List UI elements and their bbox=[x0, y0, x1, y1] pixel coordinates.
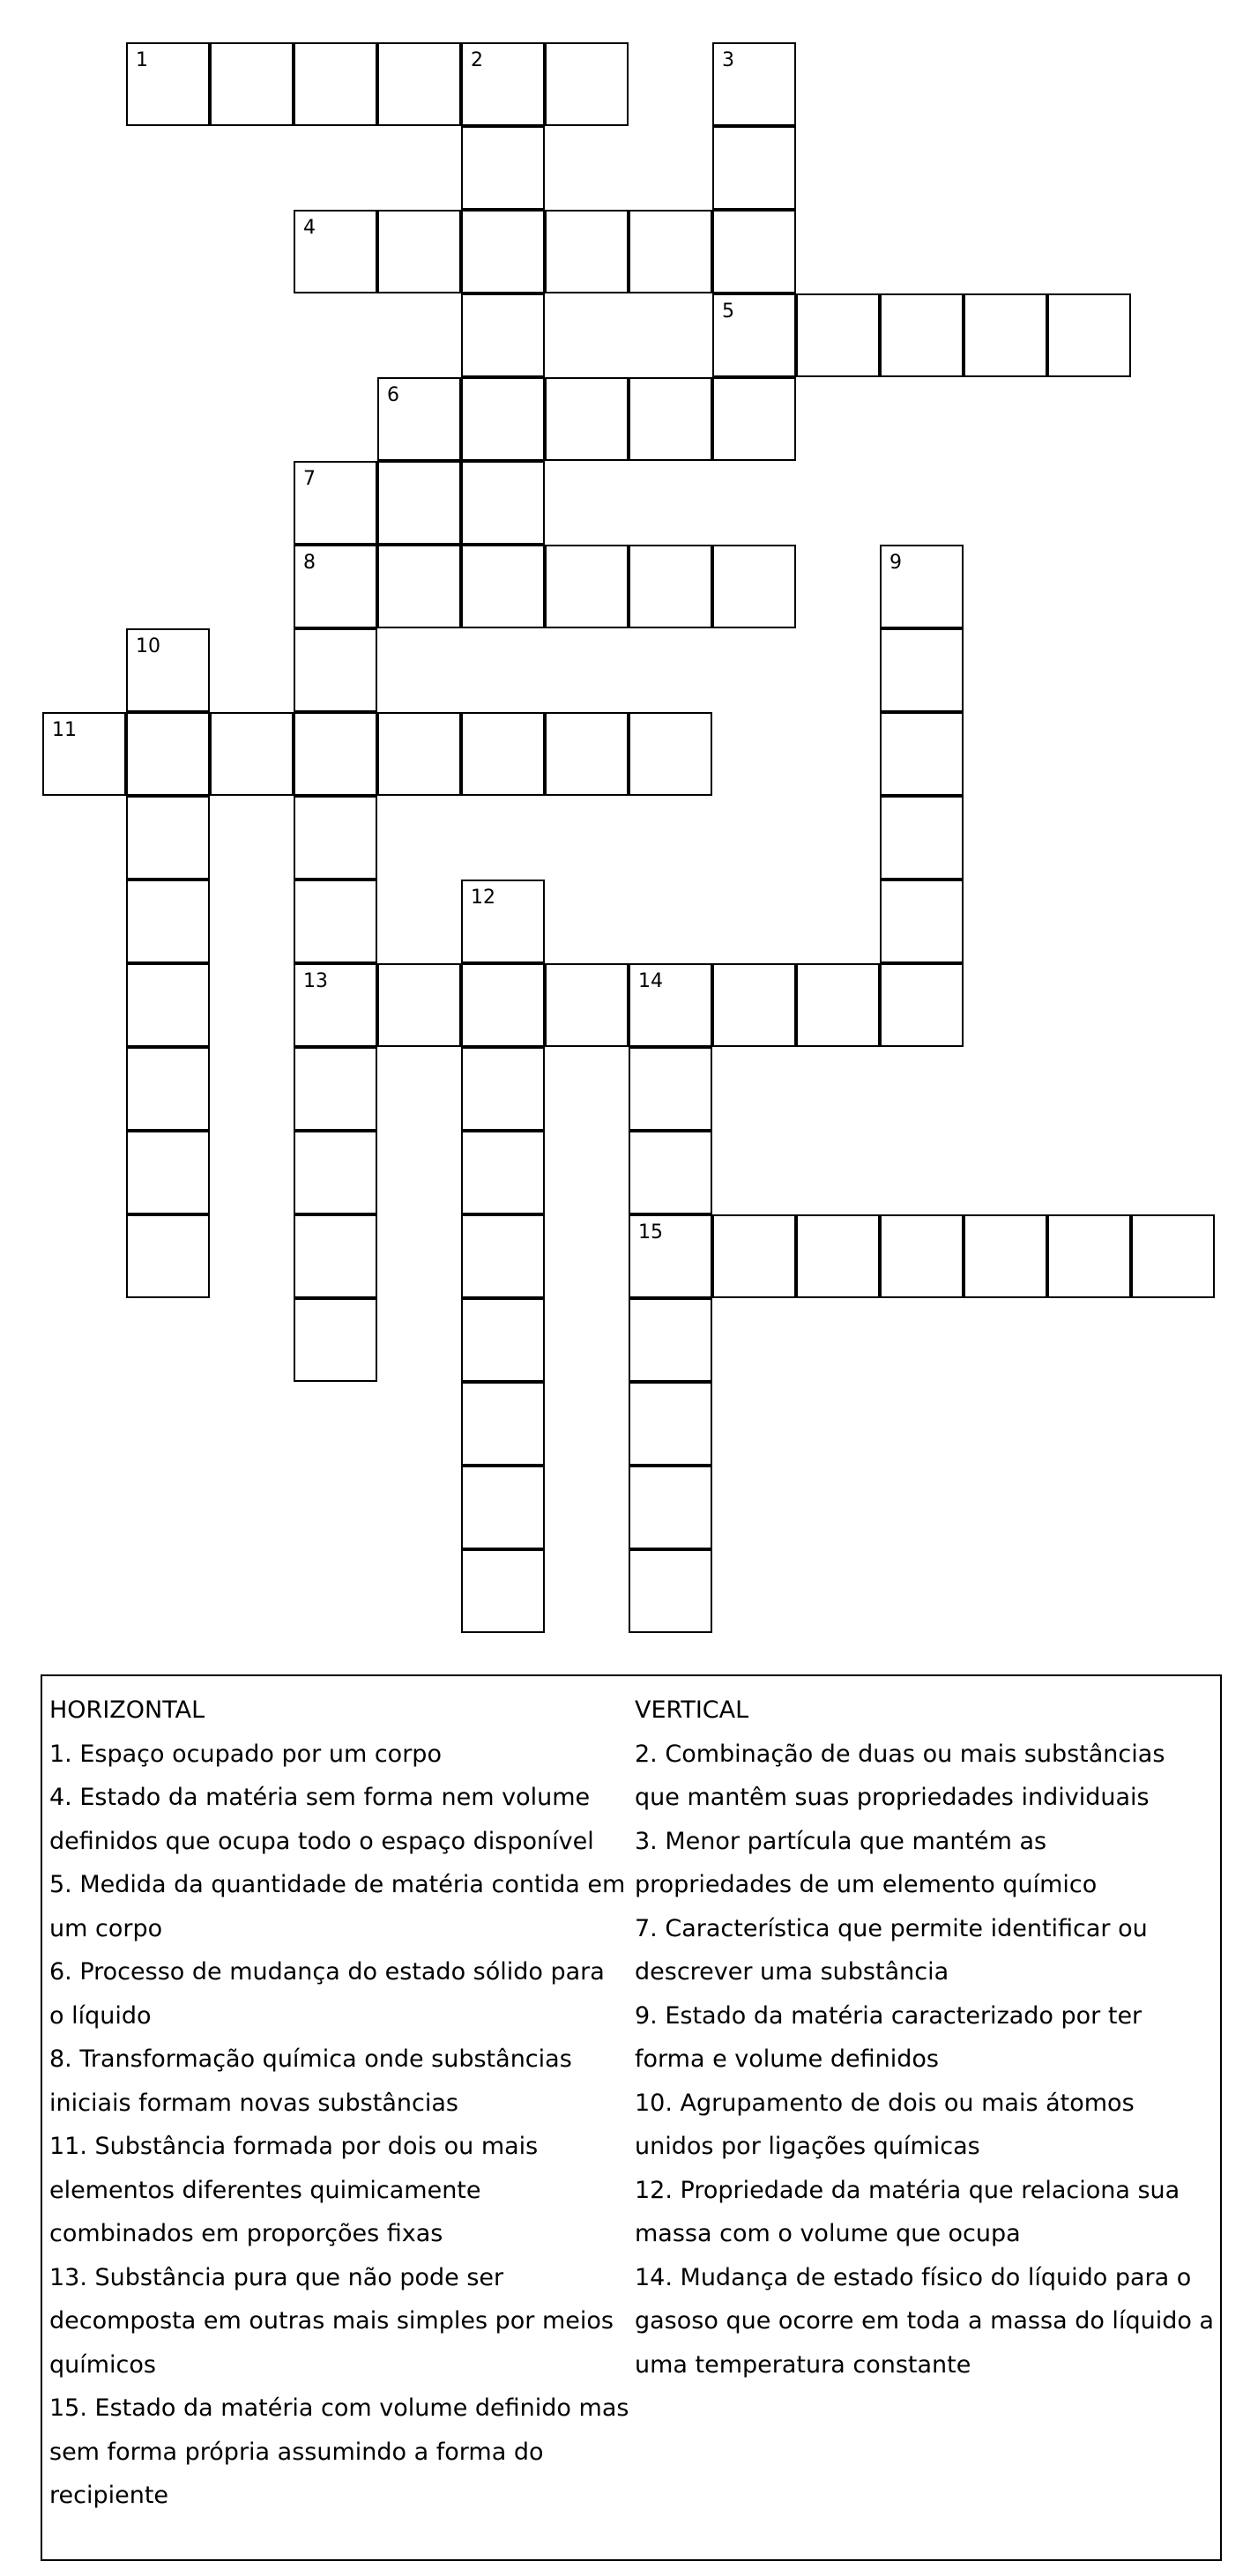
crossword-cell[interactable] bbox=[545, 712, 629, 796]
crossword-cell[interactable] bbox=[210, 712, 294, 796]
crossword-cell[interactable] bbox=[126, 42, 210, 126]
crossword-cell[interactable] bbox=[712, 293, 796, 377]
clue-line: elementos diferentes quimicamente bbox=[49, 2176, 481, 2204]
clue-line: 8. Transformação química onde substâncias bbox=[49, 2045, 572, 2073]
crossword-cell[interactable] bbox=[461, 1298, 545, 1382]
clue-line: propriedades de um elemento químico bbox=[635, 1871, 1098, 1898]
clue-number: 1 bbox=[136, 49, 148, 71]
clue-line: sem forma própria assumindo a forma do bbox=[49, 2438, 544, 2466]
clue-number: 4 bbox=[303, 217, 316, 239]
clue-line: 13. Substância pura que não pode ser bbox=[49, 2263, 504, 2291]
clue-number: 7 bbox=[303, 468, 316, 490]
clue-line: 15. Estado da matéria com volume definido mas bbox=[49, 2394, 629, 2422]
clue-line: 11. Substância formada por dois ou mais bbox=[49, 2133, 539, 2160]
crossword-cell[interactable] bbox=[545, 377, 629, 461]
crossword-cell[interactable] bbox=[461, 461, 545, 545]
clue-number: 15 bbox=[638, 1221, 663, 1243]
crossword-cell[interactable] bbox=[545, 42, 629, 126]
crossword-cell[interactable] bbox=[210, 42, 294, 126]
crossword-cell[interactable] bbox=[461, 1047, 545, 1131]
crossword-cell[interactable] bbox=[294, 42, 377, 126]
crossword-cell[interactable] bbox=[629, 1382, 712, 1466]
crossword-cell[interactable] bbox=[294, 1131, 377, 1214]
crossword-cell[interactable] bbox=[461, 880, 545, 963]
clue-number: 11 bbox=[52, 719, 77, 741]
clue-line: forma e volume definidos bbox=[635, 2045, 939, 2073]
clue-number: 5 bbox=[722, 301, 734, 323]
crossword-cell[interactable] bbox=[796, 963, 880, 1047]
clue-line: 2. Combinação de duas ou mais substâncias bbox=[635, 1740, 1165, 1768]
crossword-cell[interactable] bbox=[880, 796, 964, 880]
crossword-cell[interactable] bbox=[1047, 1214, 1131, 1298]
clue-line: uma temperatura constante bbox=[635, 2350, 971, 2379]
crossword-cell[interactable] bbox=[880, 293, 964, 377]
crossword-cell[interactable] bbox=[377, 712, 461, 796]
crossword-cell[interactable] bbox=[712, 42, 796, 126]
crossword-cell[interactable] bbox=[126, 1131, 210, 1214]
crossword-cell[interactable] bbox=[545, 210, 629, 293]
clue-line: 14. Mudança de estado físico do líquido para o bbox=[635, 2263, 1192, 2291]
clue-line: 7. Característica que permite identificar ou bbox=[635, 1914, 1148, 1942]
crossword-cell[interactable] bbox=[377, 963, 461, 1047]
crossword-cell[interactable] bbox=[629, 1298, 712, 1382]
crossword-cell[interactable] bbox=[294, 461, 377, 545]
crossword-cell[interactable] bbox=[126, 628, 210, 712]
clue-number: 12 bbox=[471, 887, 495, 909]
crossword-cell[interactable] bbox=[880, 545, 964, 628]
crossword-cell[interactable] bbox=[629, 1047, 712, 1131]
clue-line: que mantêm suas propriedades individuais bbox=[635, 1784, 1150, 1811]
crossword-cell[interactable] bbox=[629, 1466, 712, 1549]
crossword-cell[interactable] bbox=[461, 1131, 545, 1214]
clue-line: recipiente bbox=[49, 2482, 169, 2509]
crossword-cell[interactable] bbox=[545, 963, 629, 1047]
crossword-cell[interactable] bbox=[712, 963, 796, 1047]
crossword-cell[interactable] bbox=[377, 210, 461, 293]
crossword-cell[interactable] bbox=[377, 461, 461, 545]
crossword-cell[interactable] bbox=[126, 963, 210, 1047]
crossword-cell[interactable] bbox=[712, 210, 796, 293]
clue-line: químicos bbox=[49, 2350, 156, 2379]
clue-line: decomposta em outras mais simples por meios bbox=[49, 2307, 614, 2335]
crossword-cell[interactable] bbox=[461, 1549, 545, 1633]
crossword-cell[interactable] bbox=[712, 1214, 796, 1298]
crossword-cell[interactable] bbox=[545, 545, 629, 628]
crossword-cell[interactable] bbox=[629, 963, 712, 1047]
crossword-cell[interactable] bbox=[880, 880, 964, 963]
clue-line: 5. Medida da quantidade de matéria contida em bbox=[49, 1871, 626, 1898]
clue-number: 10 bbox=[136, 635, 160, 657]
clue-number: 8 bbox=[303, 552, 316, 574]
clue-heading: HORIZONTAL bbox=[49, 1696, 205, 1724]
crossword-cell[interactable] bbox=[629, 210, 712, 293]
crossword-cell[interactable] bbox=[880, 963, 964, 1047]
clue-number: 13 bbox=[303, 970, 328, 992]
horizontal-clues bbox=[49, 1689, 631, 2518]
crossword-cell[interactable] bbox=[629, 1549, 712, 1633]
clue-line: 3. Menor partícula que mantém as bbox=[635, 1827, 1047, 1855]
clue-number: 2 bbox=[471, 49, 483, 71]
crossword-cell[interactable] bbox=[126, 880, 210, 963]
crossword-cell[interactable] bbox=[294, 1298, 377, 1382]
clue-number: 6 bbox=[387, 384, 399, 406]
crossword-cell[interactable] bbox=[294, 796, 377, 880]
crossword-cell[interactable] bbox=[1131, 1214, 1215, 1298]
crossword-cell[interactable] bbox=[126, 796, 210, 880]
clue-number: 14 bbox=[638, 970, 663, 992]
crossword-cell[interactable] bbox=[796, 293, 880, 377]
crossword-cell[interactable] bbox=[629, 1214, 712, 1298]
crossword-cell[interactable] bbox=[629, 712, 712, 796]
clue-line: combinados em proporções fixas bbox=[49, 2220, 443, 2247]
crossword-cell[interactable] bbox=[461, 1382, 545, 1466]
clue-line: definidos que ocupa todo o espaço disponível bbox=[49, 1827, 594, 1855]
clue-line: descrever uma substância bbox=[635, 1958, 949, 1986]
crossword-cell[interactable] bbox=[294, 1047, 377, 1131]
crossword-cell[interactable] bbox=[712, 126, 796, 210]
crossword-cell[interactable] bbox=[880, 712, 964, 796]
crossword-cell[interactable] bbox=[461, 1466, 545, 1549]
crossword-cell[interactable] bbox=[461, 712, 545, 796]
crossword-cell[interactable] bbox=[377, 42, 461, 126]
crossword-cell[interactable] bbox=[461, 545, 545, 628]
crossword-cell[interactable] bbox=[964, 1214, 1047, 1298]
crossword-cell[interactable] bbox=[629, 377, 712, 461]
crossword-cell[interactable] bbox=[461, 293, 545, 377]
vertical-clues bbox=[635, 1689, 1217, 2387]
clue-line: unidos por ligações químicas bbox=[635, 2133, 980, 2160]
clue-line: massa com o volume que ocupa bbox=[635, 2220, 1021, 2247]
clue-line: 10. Agrupamento de dois ou mais átomos bbox=[635, 2089, 1135, 2117]
crossword-cell[interactable] bbox=[712, 377, 796, 461]
clue-heading: VERTICAL bbox=[635, 1696, 749, 1724]
clue-number: 3 bbox=[722, 49, 734, 71]
clue-line: um corpo bbox=[49, 1914, 163, 1942]
crossword-cell[interactable] bbox=[377, 545, 461, 628]
crossword-cell[interactable] bbox=[796, 1214, 880, 1298]
crossword-cell[interactable] bbox=[294, 628, 377, 712]
crossword-cell[interactable] bbox=[712, 545, 796, 628]
crossword-cell[interactable] bbox=[294, 880, 377, 963]
crossword-cell[interactable] bbox=[1047, 293, 1131, 377]
clues-box bbox=[41, 1674, 1222, 2561]
crossword-cell[interactable] bbox=[294, 1214, 377, 1298]
clue-line: 1. Espaço ocupado por um corpo bbox=[49, 1740, 442, 1768]
clue-line: 4. Estado da matéria sem forma nem volume bbox=[49, 1784, 591, 1811]
crossword-cell[interactable] bbox=[294, 210, 377, 293]
crossword-cell[interactable] bbox=[461, 963, 545, 1047]
clue-line: 6. Processo de mudança do estado sólido para bbox=[49, 1958, 605, 1986]
crossword-cell[interactable] bbox=[964, 293, 1047, 377]
crossword-cell[interactable] bbox=[461, 1214, 545, 1298]
crossword-cell[interactable] bbox=[461, 377, 545, 461]
crossword-cell[interactable] bbox=[377, 377, 461, 461]
clue-line: gasoso que ocorre em toda a massa do líquido a bbox=[635, 2307, 1214, 2335]
crossword-cell[interactable] bbox=[126, 1047, 210, 1131]
clue-line: 12. Propriedade da matéria que relaciona sua bbox=[635, 2176, 1180, 2204]
crossword-cell[interactable] bbox=[880, 1214, 964, 1298]
crossword-cell[interactable] bbox=[461, 42, 545, 126]
crossword-cell[interactable] bbox=[126, 1214, 210, 1298]
crossword-cell[interactable] bbox=[629, 545, 712, 628]
clue-number: 9 bbox=[889, 552, 902, 574]
clue-line: o líquido bbox=[49, 2001, 152, 2030]
crossword-cell[interactable] bbox=[880, 628, 964, 712]
crossword-cell[interactable] bbox=[629, 1131, 712, 1214]
crossword-cell[interactable] bbox=[294, 545, 377, 628]
clue-line: 9. Estado da matéria caracterizado por ter bbox=[635, 2001, 1143, 2030]
crossword-cell[interactable] bbox=[294, 712, 377, 796]
crossword-cell[interactable] bbox=[461, 210, 545, 293]
crossword-cell[interactable] bbox=[294, 963, 377, 1047]
crossword-cell[interactable] bbox=[126, 712, 210, 796]
crossword-cell[interactable] bbox=[461, 126, 545, 210]
crossword-cell[interactable] bbox=[42, 712, 126, 796]
clue-line: iniciais formam novas substâncias bbox=[49, 2089, 458, 2117]
